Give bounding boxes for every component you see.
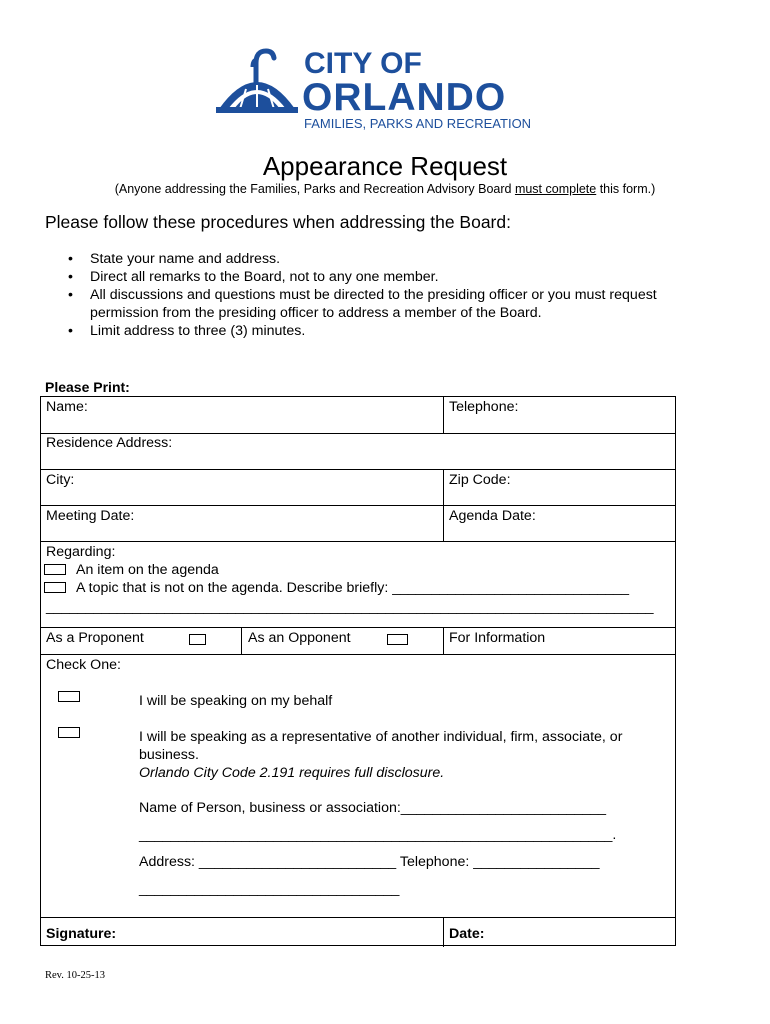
subtitle-emphasis: must complete xyxy=(514,182,597,196)
information-label: For Information xyxy=(449,630,546,646)
form-col-divider xyxy=(443,469,444,541)
residence-address-field[interactable]: Residence Address: xyxy=(46,435,173,451)
description-line[interactable]: _____________________________________________________________________________ xyxy=(46,599,654,615)
date-field[interactable]: Date: xyxy=(449,926,485,942)
revision-note: Rev. 10-25-13 xyxy=(45,970,105,981)
non-agenda-topic-checkbox[interactable] xyxy=(44,582,66,593)
logo-orlando: ORLANDO xyxy=(302,76,507,119)
subtitle-end: this form.) xyxy=(596,182,656,196)
speaking-self-label: I will be speaking on my behalf xyxy=(139,693,333,709)
agenda-item-label: An item on the agenda xyxy=(76,562,219,578)
opponent-checkbox[interactable] xyxy=(387,634,408,645)
speaking-self-checkbox[interactable] xyxy=(58,691,80,702)
form-row-divider xyxy=(41,505,675,506)
form-col-divider xyxy=(443,917,444,947)
person-name-field[interactable]: Name of Person, business or association:__________________________ xyxy=(139,800,606,816)
form-row-divider xyxy=(41,654,675,655)
agenda-date-field[interactable]: Agenda Date: xyxy=(449,508,536,524)
agenda-item-checkbox[interactable] xyxy=(44,564,66,575)
form-row-divider xyxy=(41,627,675,628)
check-one-label: Check One: xyxy=(46,657,121,673)
city-field[interactable]: City: xyxy=(46,472,75,488)
rep-address-line-2[interactable]: _________________________________ xyxy=(139,881,400,897)
meeting-date-field[interactable]: Meeting Date: xyxy=(46,508,135,524)
speaking-rep-label: I will be speaking as a representative of another individual, firm, associate, or xyxy=(139,729,623,745)
procedures-heading: Please follow these procedures when addressing the Board: xyxy=(45,212,511,232)
subtitle-text: (Anyone addressing the Families, Parks and Recreation Advisory Board xyxy=(114,182,515,196)
person-name-line-2[interactable]: ____________________________________________________________. xyxy=(139,827,617,843)
fountain-icon xyxy=(216,45,298,115)
appearance-form xyxy=(40,396,676,946)
name-field[interactable]: Name: xyxy=(46,399,88,415)
form-row-divider xyxy=(41,541,675,542)
telephone-field[interactable]: Telephone: xyxy=(449,399,519,415)
form-col-divider xyxy=(443,627,444,654)
speaking-rep-checkbox[interactable] xyxy=(58,727,80,738)
regarding-label: Regarding: xyxy=(46,544,116,560)
procedures-list xyxy=(68,250,708,340)
list-item: • State your name and address. xyxy=(68,250,708,268)
signature-field[interactable]: Signature: xyxy=(46,926,117,942)
proponent-checkbox[interactable] xyxy=(189,634,206,645)
form-col-divider xyxy=(241,627,242,654)
city-of-orlando-logo xyxy=(216,45,556,135)
page-subtitle xyxy=(0,181,770,197)
form-row-divider xyxy=(41,469,675,470)
opponent-label: As an Opponent xyxy=(248,630,351,646)
list-item: • Direct all remarks to the Board, not to any one member. xyxy=(68,268,708,286)
speaking-rep-label-cont: business. xyxy=(139,747,199,763)
list-item: • Limit address to three (3) minutes. xyxy=(68,322,708,340)
non-agenda-topic-label[interactable]: A topic that is not on the agenda. Describe briefly: ______________________________ xyxy=(76,580,629,596)
page-title: Appearance Request xyxy=(262,151,508,181)
proponent-label: As a Proponent xyxy=(46,630,144,646)
form-col-divider xyxy=(443,397,444,433)
list-item: • All discussions and questions must be directed to the presiding officer or you must request permission from the presiding officer to address a member of the Board. xyxy=(68,286,708,322)
please-print-label: Please Print: xyxy=(45,379,130,395)
logo-department: FAMILIES, PARKS AND RECREATION xyxy=(304,116,532,131)
logo-city-of: CITY OF xyxy=(304,47,422,80)
rep-address-telephone-field[interactable]: Address: _________________________ Telephone: ________________ xyxy=(139,854,600,870)
zip-code-field[interactable]: Zip Code: xyxy=(449,472,511,488)
city-code-note: Orlando City Code 2.191 requires full disclosure. xyxy=(139,765,445,781)
form-row-divider xyxy=(41,917,675,918)
